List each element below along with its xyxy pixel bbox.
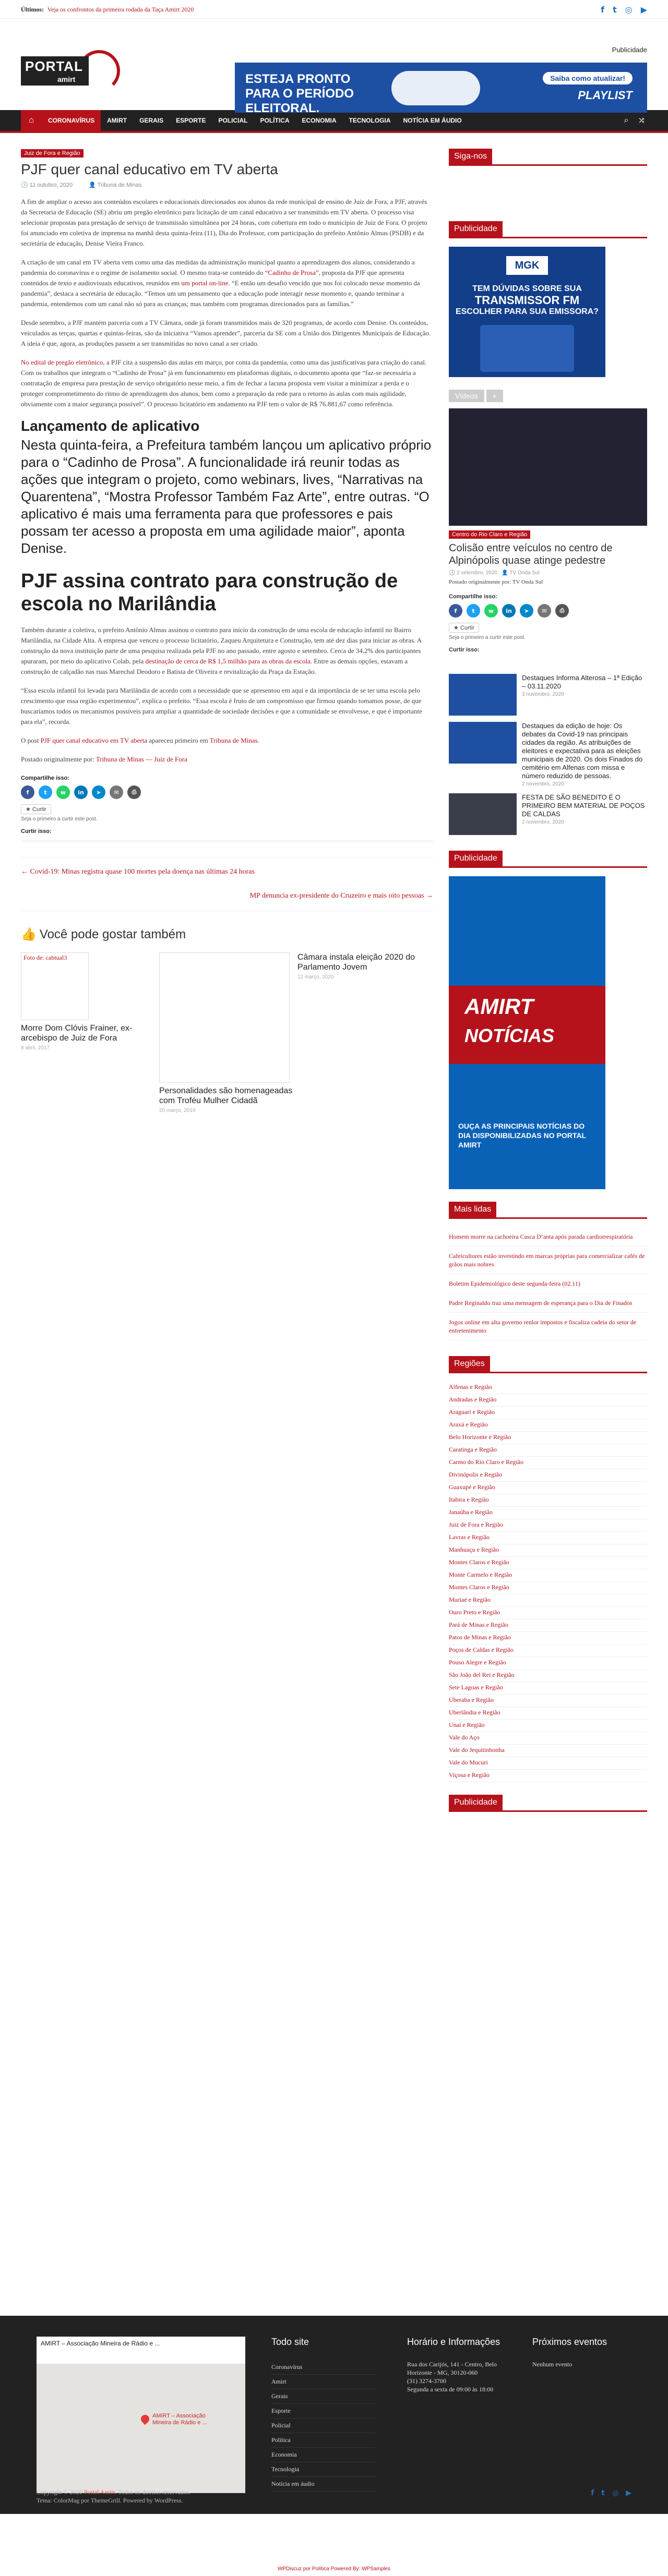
article-category-badge[interactable]: Juiz de Fora e Região bbox=[21, 149, 84, 158]
post-navigation bbox=[21, 857, 433, 911]
you-may-like-date: 12 março, 2020 bbox=[297, 974, 334, 980]
like-button[interactable]: ★ Curtir bbox=[21, 804, 51, 814]
region-link[interactable]: São João del Rei e Região bbox=[449, 1670, 647, 1682]
ad-foot-text: OUÇA AS PRINCIPAIS NOTÍCIAS DO DIA DISPONIBILIZADAS NO PORTAL AMIRT bbox=[458, 1122, 586, 1149]
footer-map[interactable] bbox=[37, 2337, 245, 2493]
video-title[interactable]: FESTA DE SÃO BENEDITO É O PRIMEIRO BEM MATERIAL DE POÇOS DE CALDAS bbox=[522, 793, 645, 818]
image-caption: Foto de: cabtual3 bbox=[23, 954, 67, 961]
region-link[interactable]: Viçosa e Região bbox=[449, 1770, 647, 1782]
sidebar-related-label: Curtir isso: bbox=[449, 647, 480, 653]
you-may-like-title[interactable]: Câmara instala eleição 2020 do Parlamento Jovem bbox=[297, 953, 415, 972]
region-link[interactable]: Divinópolis e Região bbox=[449, 1469, 647, 1482]
home-icon[interactable]: ⌂ bbox=[21, 110, 42, 131]
region-link[interactable]: Alfenas e Região bbox=[449, 1382, 647, 1394]
article-meta bbox=[21, 182, 433, 188]
footer-info bbox=[407, 2337, 511, 2393]
nav-gerais[interactable]: GERAIS bbox=[139, 117, 164, 124]
video-tabs bbox=[449, 390, 647, 402]
share-email-icon[interactable]: ✉ bbox=[538, 604, 551, 618]
video-title[interactable]: Destaques Informa Alterosa – 1ª Edição – 03.11.2020 bbox=[522, 674, 642, 690]
region-link[interactable]: Vale do Jequitinhonha bbox=[449, 1745, 647, 1757]
region-link[interactable]: Unaí e Região bbox=[449, 1720, 647, 1732]
share-print-icon[interactable]: ⎙ bbox=[555, 604, 569, 618]
tribuna-link[interactable]: Tribuna de Minas bbox=[209, 736, 258, 744]
banner-headline: ESTEJA PRONTO PARA O PERÍODO ELEITORAL. bbox=[245, 72, 354, 113]
footer-events bbox=[532, 2337, 637, 2368]
nav-politica[interactable]: POLÍTICA bbox=[260, 117, 290, 124]
share-buttons bbox=[21, 785, 433, 799]
mais-lidas-item[interactable]: Padre Reginaldo traz uma mensagem de esperança para o Dia de Finados bbox=[449, 1293, 647, 1313]
app-launch-heading: Lançamento de aplicativo bbox=[21, 418, 200, 434]
region-link[interactable]: Uberaba e Região bbox=[449, 1695, 647, 1707]
you-may-like-card[interactable] bbox=[297, 952, 433, 1114]
region-link[interactable]: Monte Carmelo e Região bbox=[449, 1569, 647, 1582]
sidebar-like-note: Seja o primeiro a curtir este post. bbox=[449, 635, 526, 640]
logo-text-amirt: amirt bbox=[57, 75, 76, 83]
nav-tecnologia[interactable]: TECNOLOGIA bbox=[349, 117, 391, 124]
video-date: 3 novembro, 2020 bbox=[522, 692, 564, 697]
mgk-ad-text: TEM DÚVIDAS SOBRE SUA TRANSMISSOR FM ESCOLHER PARA SUA EMISSORA? bbox=[455, 284, 599, 316]
footer-link[interactable]: Policial bbox=[271, 2418, 376, 2433]
footer-link[interactable]: Esporte bbox=[271, 2404, 376, 2418]
video-thumbnail[interactable] bbox=[449, 674, 517, 716]
share-email-icon[interactable]: ✉ bbox=[110, 785, 123, 799]
video-title[interactable]: Destaques da edição de hoje: Os debates da Covid-19 nas principais cidades da região. As atribuições de eleitores e expectativa para as eleições municipais de 2020. Os dois Finados do cemitério em Alfenas com missa e número reduzido de pessoas. bbox=[522, 722, 643, 780]
article-paragraph-2: A criação de um canal em TV aberta vem como uma das medidas da administração municipal quanto a aprendizagem dos alunos, considerando a pandemia do coronavírus e o regime de isolamento social. O mesmo trata-se conteúdo do “Cadinho de Prosa”, proposta da PJF que apresenta conteúdos de texto e audiovisuais educativos, reunidos em um portal on-line. “E então um desafio vencido que nos foi colocado nesse momento da pandemia”, destaca a secretária de educação. “Temos um um pensamento que a educação pode interagir nesse momento e, quando terminar a pandemia, entendemos com um canal não só para as crianças; mas também com programas direcionados para as famílias.” bbox=[21, 258, 420, 308]
featured-title[interactable]: Colisão entre veículos no centro de Alpinópolis quase atinge pedestre bbox=[449, 542, 613, 566]
region-link[interactable]: Janaúba e Região bbox=[449, 1507, 647, 1519]
article-paragraph-1: A fim de ampliar o acesso aos conteúdos escolares e educacionais direcionados aos alunos da rede municipal de ensino de Juiz de Fora, a PJF, através da Secretaria de Educação (SE) abriu um pregão eletrônico para licitação de um canal educativo a ser transmitido em TV aberta. O processo visa selecionar propostas para prestação de serviço de transmissão simultânea por 24 horas, com cobertura em todo o município de Juiz de Fora. O projeto foi anunciado em coletiva de imprensa na manhã desta quinta-feira (11), Dia do Professor, com participação do prefeito Antônio Almas (PSDB) e da secretária de educação, Denise Vieira Franco. bbox=[21, 198, 427, 247]
nav-amirt[interactable]: AMIRT bbox=[107, 117, 127, 124]
logo-text-portal: PORTAL bbox=[25, 58, 83, 74]
ad-noticias-text: NOTÍCIAS bbox=[464, 1025, 555, 1046]
map-header[interactable]: AMIRT – Associação Mineira de Rádio e ... bbox=[37, 2337, 245, 2364]
related-label: Curtir isso: bbox=[21, 828, 433, 841]
portal-online-link[interactable]: um portal on-line bbox=[181, 279, 229, 287]
region-link[interactable]: Manhuaçu e Região bbox=[449, 1544, 647, 1557]
bottom-bar: WPDiscuz por Política Powered By: WPSamples bbox=[0, 2566, 668, 2576]
sidebar-share-label: Compartilhe isso: bbox=[449, 594, 497, 600]
logo-box bbox=[21, 56, 89, 86]
banner-brand: PLAYLIST bbox=[578, 89, 633, 102]
you-may-like-title[interactable]: Personalidades são homenageadas com Troféu Mulher Cidadã bbox=[159, 1086, 293, 1105]
top-bar bbox=[0, 0, 668, 19]
publicidade-widget-title: Publicidade bbox=[449, 1795, 647, 1812]
article-date[interactable]: 🕓 11 outubro, 2020 bbox=[21, 182, 73, 188]
search-icon[interactable]: ⌕ bbox=[624, 116, 629, 125]
footer-link[interactable]: Amirt bbox=[271, 2375, 376, 2389]
nav-policial[interactable]: POLICIAL bbox=[218, 117, 248, 124]
thumbs-up-icon: 👍 bbox=[21, 927, 37, 941]
mais-lidas-item[interactable]: Boletim Epidemiológico deste segunda-feira (02.11) bbox=[449, 1274, 647, 1293]
region-link[interactable]: Belo Horizonte e Região bbox=[449, 1432, 647, 1444]
footer-copyright: Copyright © 2020 Portal Amirt. Todos os direitos reservados. Tema: ColorMag por ThemeGrill. Powered by WordPress. bbox=[37, 2488, 191, 2504]
like-note: Seja o primeiro a curtir este post. bbox=[21, 816, 98, 822]
region-link[interactable]: Pará de Minas e Região bbox=[449, 1619, 647, 1632]
footer-link[interactable]: Economia bbox=[271, 2448, 376, 2462]
ad-amirt-text: AMIRT bbox=[464, 994, 534, 1019]
article-paragraph-5: Também durante a coletiva, o prefeito Antônio Almas assinou o contrato para início da construção de uma escola de educação infantil no Bairro Marilândia, na Cidade Alta. A empresa que venceu o processo licitatório, Zaqueu Arquitetura e Construção, tem até dez dias para iniciar as obras. A construção da nova instituição parte de uma pesquisa realizada pela PJF no ano passado, entre agosto e setembro. Cerca de 34,2% dos participantes apuraram, por meio do aplicativo Colab, pela destinação de cerca de R$ 1,5 milhão para as obras da escola. Entre as demais opções, estavam a construção de calçadão nas ruas Marechal Deodoro e Batista de Oliveira e revitalização da Praça da Estação. bbox=[21, 626, 422, 675]
featured-meta: 🕓 2 setembro, 2020 👤 TV Onda Sul bbox=[449, 570, 540, 576]
you-may-like-date: 20 março, 2019 bbox=[159, 1108, 196, 1114]
share-telegram-icon[interactable]: ➤ bbox=[520, 604, 533, 618]
share-linkedin-icon[interactable]: in bbox=[74, 785, 88, 799]
footer-no-events: Nenhum evento bbox=[532, 2361, 572, 2368]
tab-more[interactable]: + bbox=[486, 390, 503, 402]
original-source-link[interactable]: Tribuna de Minas — Juiz de Fora bbox=[96, 755, 187, 763]
featured-category[interactable]: Centro do Rio Claro e Região bbox=[449, 530, 530, 539]
cadinho-link[interactable]: “Cadinho de Prosa” bbox=[265, 269, 319, 276]
previous-post-link[interactable]: ← Covid-19: Minas registra quase 100 mortes pela doença nas últimas 24 horas bbox=[21, 868, 255, 876]
you-may-like-image[interactable] bbox=[21, 952, 89, 1020]
region-link[interactable]: Vale do Aço bbox=[449, 1732, 647, 1745]
nav-tools bbox=[624, 110, 647, 131]
footer-link[interactable]: Política bbox=[271, 2433, 376, 2448]
article-paragraph-3: Desde setembro, a PJF mantém parceria com a TV Câmara, onde já foram transmitidos mais de 320 programas, de acordo com Denise. Os conteúdos, veiculados as terças, quartas e quintas-feiras, são da iniciativa “Vamos aprender”, parceria da SE com a União dos Dirigentes Municipais de Educação. A ideia é que, agora, as produções passem a ser transmitidas no novo canal a ser criado. bbox=[21, 319, 431, 347]
region-link[interactable]: Itabira e Região bbox=[449, 1494, 647, 1507]
region-link[interactable]: Sete Lagoas e Região bbox=[449, 1682, 647, 1695]
mais-lidas-item[interactable]: Cafeicultores estão investindo em marcas próprias para comercializar cafés de grãos mais nobres bbox=[449, 1247, 647, 1274]
footer-heading: Próximos eventos bbox=[532, 2337, 607, 2347]
edital-link[interactable]: No edital de pregão eletrônico bbox=[21, 358, 103, 366]
you-may-like-title[interactable]: Morre Dom Clóvis Frainer, ex-arcebispo de Juiz de Fora bbox=[21, 1024, 133, 1043]
sidebar-video-item[interactable] bbox=[449, 722, 647, 787]
instagram-icon[interactable]: ◎ bbox=[612, 2489, 619, 2497]
social-links bbox=[601, 5, 647, 15]
publicidade-widget-title: Publicidade bbox=[449, 851, 647, 868]
footer-link[interactable]: Tecnologia bbox=[271, 2462, 376, 2477]
you-may-like-card[interactable] bbox=[159, 952, 295, 1114]
next-post-link[interactable]: MP denuncia ex-presidente do Cruzeiro e mais oito pessoas → bbox=[249, 892, 433, 900]
footer-heading: Todo site bbox=[271, 2337, 309, 2347]
article-author[interactable]: 👤 Tribuna de Minas bbox=[89, 182, 142, 188]
region-link[interactable]: Araguari e Região bbox=[449, 1407, 647, 1419]
footer-link[interactable]: Gerais bbox=[271, 2389, 376, 2404]
region-link[interactable]: Juiz de Fora e Região bbox=[449, 1519, 647, 1532]
region-link[interactable]: Caratinga e Região bbox=[449, 1444, 647, 1457]
region-link[interactable]: Ouro Preto e Região bbox=[449, 1607, 647, 1619]
region-link[interactable]: Carmo do Rio Claro e Região bbox=[449, 1457, 647, 1469]
footer-portal-link[interactable]: Portal Amirt bbox=[84, 2488, 115, 2496]
region-link[interactable]: Montes Claros e Região bbox=[449, 1557, 647, 1569]
you-may-like-grid bbox=[21, 952, 433, 1114]
you-may-like-heading: 👍 Você pode gostar também bbox=[21, 927, 186, 941]
region-link[interactable]: Poços de Caldas e Região bbox=[449, 1644, 647, 1657]
region-link[interactable]: Uberlândia e Região bbox=[449, 1707, 647, 1720]
siga-nos-widget-title: Siga-nos bbox=[449, 149, 647, 166]
footer-address: Rua dos Carijós, 141 - Centro, Belo Horizonte - MG, 30120-060 bbox=[407, 2361, 497, 2376]
share-whatsapp-icon[interactable]: w bbox=[56, 785, 70, 799]
footer-link[interactable]: Notícia em áudio bbox=[271, 2477, 376, 2492]
site-footer bbox=[0, 2316, 668, 2514]
mais-lidas-item[interactable]: Jogos online em alta governo renlor impostos e fiscaliza cadeia do setor de entretenimento bbox=[449, 1313, 647, 1340]
sidebar-video-item[interactable] bbox=[449, 793, 647, 835]
facebook-icon[interactable]: f bbox=[601, 4, 605, 15]
footer-link[interactable]: Coronavírus bbox=[271, 2360, 376, 2375]
twitter-icon[interactable]: t bbox=[613, 4, 617, 15]
publicidade-widget-title: Publicidade bbox=[449, 221, 647, 238]
footer-phone: (31) 3274-3700 bbox=[407, 2377, 446, 2385]
random-post-icon[interactable]: ⤮ bbox=[638, 116, 645, 125]
video-date: 2 novembro, 2020 bbox=[522, 781, 564, 787]
map-pin-label: AMIRT – Associação Mineira de Rádio e ... bbox=[152, 2413, 207, 2426]
region-link[interactable]: Pouso Alegre e Região bbox=[449, 1657, 647, 1670]
sidebar-share-buttons bbox=[449, 604, 647, 618]
sidebar-video-item[interactable] bbox=[449, 674, 647, 716]
region-link[interactable]: Vale do Mucuri bbox=[449, 1757, 647, 1770]
share-whatsapp-icon[interactable]: w bbox=[484, 604, 498, 618]
share-linkedin-icon[interactable]: in bbox=[502, 604, 516, 618]
banner-phone-image bbox=[391, 71, 480, 105]
sidebar bbox=[449, 149, 647, 1820]
nav-coronavirus[interactable]: CORONAVÍRUS bbox=[42, 110, 101, 131]
map-pin-icon[interactable] bbox=[139, 2413, 151, 2425]
app-launch-lead: Nesta quinta-feira, a Prefeitura também lançou um aplicativo próprio para o “Cadinho de Prosa”. A funcionalidade irá reunir todas as ações que integram o projeto, como webinars, lives, “Narrativas na Quarentena”, “Mostra Professor Também Faz Arte”, entre outras. “O aplicativo é mais uma ferramenta para que professores e pais possam ter acesso a proposta em uma agilidade maior”, aponta Denise. bbox=[21, 437, 432, 556]
footer-site-links bbox=[271, 2337, 376, 2492]
article-paragraph-4: No edital de pregão eletrônico, a PJF cita a suspensão das aulas em março, por conta da pandemia, como uma das justificativas para criação do canal. Com os trabalhos que integram o “Cadinho de Prosa” já em funcionamento em plataformas digitais, o documento aponta que “faz-se necessária a contratação de empresa para prestação de serviço obrigatório nesse meio, a fim de fechar a lacuna proposta vem visitar a minimizar a perda e o proteger comprometimento do ritmo de aprendizagem dos alunos, bem como a preparação da rede para o retorno às aulas com mais agilidade, obviamente com a maior segurança possível”. O processo licitatório em andamento na PJF tem o valor de R$ 76.881,67 como referência. bbox=[21, 358, 427, 408]
site-logo[interactable] bbox=[21, 50, 125, 92]
youtube-icon[interactable]: ▶ bbox=[640, 4, 647, 15]
share-facebook-icon[interactable]: f bbox=[449, 604, 462, 618]
share-twitter-icon[interactable]: t bbox=[39, 785, 52, 799]
footer-social bbox=[591, 2489, 631, 2497]
post-link[interactable]: PJF quer canal educativo em TV aberta bbox=[40, 736, 148, 744]
mais-lidas-list bbox=[449, 1227, 647, 1340]
mgk-ad[interactable] bbox=[449, 247, 605, 377]
share-print-icon[interactable]: ⎙ bbox=[127, 785, 141, 799]
share-facebook-icon[interactable]: f bbox=[21, 785, 34, 799]
ticker-link[interactable]: Veja os confrontos da primeira rodada da Taça Amirt 2020 bbox=[47, 5, 194, 13]
region-link[interactable]: Montes Claros e Região bbox=[449, 1582, 647, 1594]
region-link[interactable]: Araxá e Região bbox=[449, 1419, 647, 1432]
featured-video[interactable] bbox=[449, 408, 647, 526]
youtube-icon[interactable]: ▶ bbox=[626, 2489, 631, 2497]
tab-videos[interactable]: Vídeos bbox=[449, 390, 484, 402]
featured-original: Postado originalmente por: TV Onda Sul bbox=[449, 579, 543, 585]
share-label: Compartilhe isso: bbox=[21, 775, 69, 781]
article-original-credit: Postado originalmente por: Tribuna de Minas — Juiz de Fora bbox=[21, 755, 187, 763]
region-link[interactable]: Guaxupé e Região bbox=[449, 1482, 647, 1494]
region-link[interactable]: Lavras e Região bbox=[449, 1532, 647, 1544]
amirt-noticias-ad[interactable] bbox=[449, 876, 605, 1189]
region-link[interactable]: Patos de Minas e Região bbox=[449, 1632, 647, 1644]
footer-heading: Horário e Informações bbox=[407, 2337, 500, 2347]
article-paragraph-6: “Essa escola infantil foi levada para Marilândia de acordo com a necessidade que se apresentou em aqui e da importância de se ter uma escola pelo crescimento que essa região experimentou”, explica o prefeito. “Essa escola é fruto de um compromisso que firmou quando tomamos posse, de que buscaríamos todos os mecanismos possíveis para ampliar a quantidade de sociedade decisões e que a comunidade se envolvesse, e que é importante para ela”, recorda. bbox=[21, 686, 422, 725]
you-may-like-card[interactable] bbox=[21, 952, 157, 1114]
nav-noticia-audio[interactable]: NOTÍCIA EM ÁUDIO bbox=[403, 117, 462, 124]
video-date: 2 novembro, 2020 bbox=[522, 819, 564, 825]
breaking-ticker bbox=[21, 6, 194, 14]
obras-link[interactable]: destinação de cerca de R$ 1,5 milhão para as obras da escola bbox=[145, 657, 311, 665]
you-may-like-date: 8 abril, 2017 bbox=[21, 1045, 50, 1051]
mgk-logo: MGK bbox=[506, 256, 548, 275]
video-thumbnail[interactable] bbox=[449, 793, 517, 835]
nav-esporte[interactable]: ESPORTE bbox=[176, 117, 206, 124]
share-telegram-icon[interactable]: ➤ bbox=[92, 785, 105, 799]
footer-hours: Segunda a sexta de 09:00 às 18:00 bbox=[407, 2386, 494, 2393]
regioes-widget-title: Regiões bbox=[449, 1356, 647, 1373]
article-title: PJF quer canal educativo em TV aberta bbox=[21, 161, 278, 177]
share-twitter-icon[interactable]: t bbox=[467, 604, 480, 618]
ticker-label: Últimos: bbox=[21, 5, 44, 13]
header-banner-ad[interactable] bbox=[235, 63, 647, 113]
region-link[interactable]: Muriaé e Região bbox=[449, 1594, 647, 1607]
article-source-note: O post PJF quer canal educativo em TV aberta apareceu primeiro em Tribuna de Minas. bbox=[21, 736, 259, 744]
marilandia-heading: PJF assina contrato para construção de escola no Marilândia bbox=[21, 570, 398, 615]
mais-lidas-widget-title: Mais lidas bbox=[449, 1202, 647, 1219]
article-column bbox=[21, 149, 433, 1820]
mais-lidas-item[interactable]: Homem morre na cachoeira Casca D’anta após parada cardiorrespiratória bbox=[449, 1227, 647, 1247]
footer-theme-credit: Tema: ColorMag por ThemeGrill. Powered by WordPress. bbox=[37, 2497, 183, 2504]
site-header bbox=[0, 19, 668, 113]
twitter-icon[interactable]: t bbox=[601, 2489, 605, 2497]
header-ad-label: Publicidade bbox=[612, 46, 647, 54]
main-nav bbox=[0, 110, 668, 133]
regioes-list bbox=[449, 1382, 647, 1782]
mgk-radio-image bbox=[480, 325, 574, 372]
nav-economia[interactable]: ECONOMIA bbox=[302, 117, 337, 124]
facebook-icon[interactable]: f bbox=[591, 2489, 594, 2497]
instagram-icon[interactable]: ◎ bbox=[625, 4, 633, 15]
you-may-like-image[interactable] bbox=[159, 952, 290, 1083]
region-link[interactable]: Andradas e Região bbox=[449, 1394, 647, 1407]
banner-cta: Saiba como atualizar! bbox=[543, 72, 633, 84]
sidebar-like-button[interactable]: ★ Curtir bbox=[449, 623, 479, 633]
video-thumbnail[interactable] bbox=[449, 722, 517, 764]
